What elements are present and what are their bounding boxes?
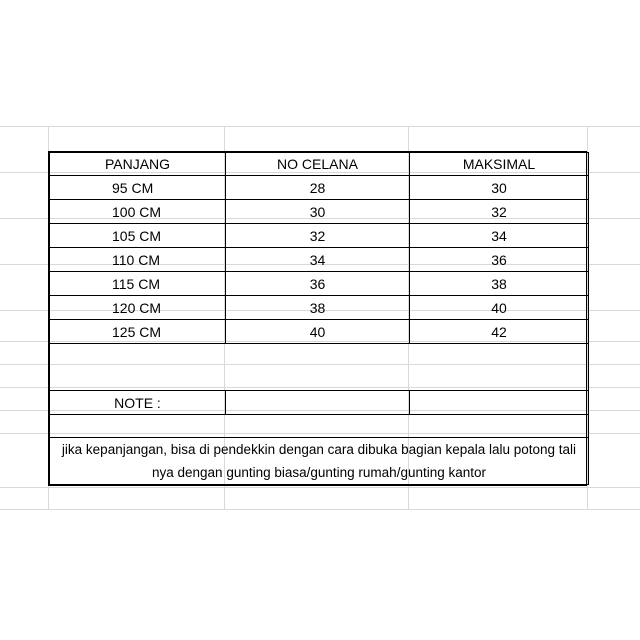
cell-no-celana: 30	[226, 200, 410, 224]
cell-no-celana: 40	[226, 320, 410, 344]
note-label-row	[50, 391, 589, 415]
cell-panjang: 125 CM	[50, 320, 226, 344]
cell-no-celana: 38	[226, 296, 410, 320]
cell-no-celana: 28	[226, 176, 410, 200]
blank-row	[50, 344, 589, 391]
note-text-row	[50, 438, 589, 485]
cell-panjang: 100 CM	[50, 200, 226, 224]
table-row	[50, 248, 589, 272]
cell-panjang: 95 CM	[50, 176, 226, 200]
spacer-row	[50, 415, 589, 438]
cell-maksimal: 30	[410, 176, 589, 200]
table-row	[50, 296, 589, 320]
note-empty-cell	[410, 391, 589, 415]
note-text: jika kepanjangan, bisa di pendekkin dengan cara dibuka bagian kepala lalu potong tali nya dengan gunting biasa/gunting rumah/gunting kantor	[50, 438, 589, 485]
cell-panjang: 105 CM	[50, 224, 226, 248]
note-label: NOTE :	[50, 391, 226, 415]
header-maksimal: MAKSIMAL	[410, 153, 589, 176]
cell-no-celana: 32	[226, 224, 410, 248]
header-panjang: PANJANG	[50, 153, 226, 176]
note-empty-cell	[226, 391, 410, 415]
blank-cell	[50, 344, 589, 391]
cell-maksimal: 42	[410, 320, 589, 344]
cell-maksimal: 38	[410, 272, 589, 296]
header-no-celana: NO CELANA	[226, 153, 410, 176]
cell-maksimal: 36	[410, 248, 589, 272]
cell-no-celana: 36	[226, 272, 410, 296]
table-row	[50, 200, 589, 224]
cell-maksimal: 32	[410, 200, 589, 224]
cell-panjang: 110 CM	[50, 248, 226, 272]
table-row	[50, 320, 589, 344]
table-row	[50, 224, 589, 248]
cell-panjang: 120 CM	[50, 296, 226, 320]
cell-maksimal: 34	[410, 224, 589, 248]
size-table	[48, 151, 587, 486]
cell-no-celana: 34	[226, 248, 410, 272]
table-row	[50, 272, 589, 296]
table-row	[50, 176, 589, 200]
spacer-cell	[50, 415, 589, 438]
cell-maksimal: 40	[410, 296, 589, 320]
cell-panjang: 115 CM	[50, 272, 226, 296]
table-header-row	[50, 153, 589, 176]
